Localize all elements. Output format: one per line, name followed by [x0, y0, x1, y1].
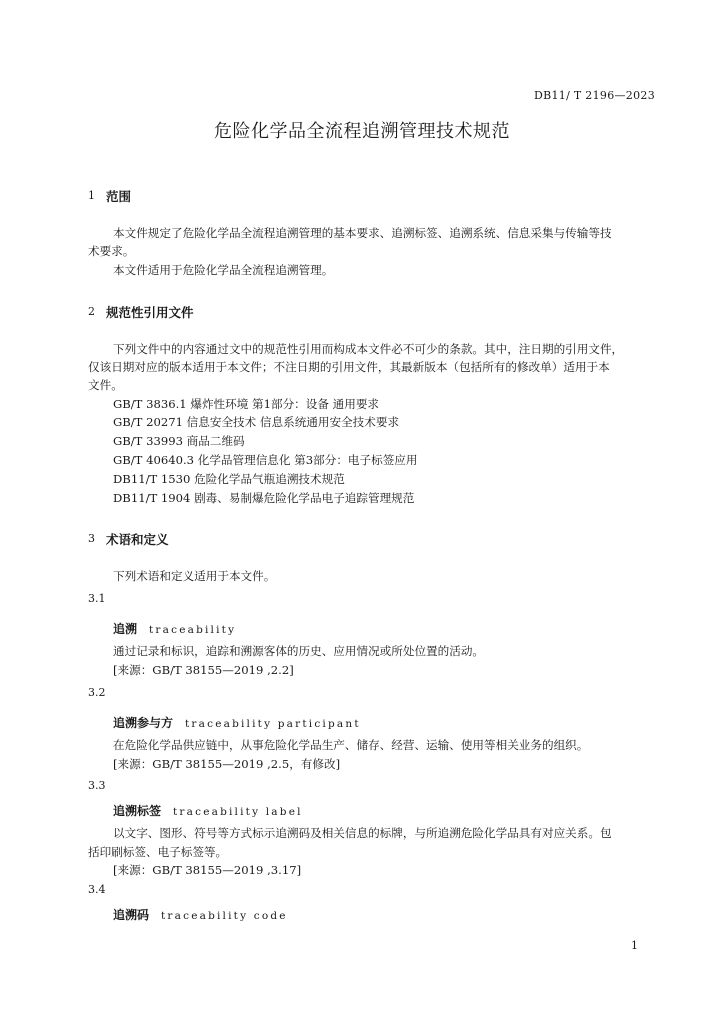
term-chinese: 追溯标签	[113, 804, 162, 818]
term-heading	[113, 714, 361, 731]
term-chinese: 追溯	[113, 622, 138, 636]
term-definition-line-2: 括印刷标签、电子标签等。	[88, 845, 228, 859]
reference-item: GB/T 33993 商品二维码	[113, 434, 245, 448]
term-english: traceability participant	[185, 718, 361, 730]
section-3-intro: 下列术语和定义适用于本文件。	[113, 569, 276, 583]
reference-item: GB/T 3836.1 爆炸性环境 第1部分：设备 通用要求	[113, 397, 380, 411]
section-3-title: 术语和定义	[106, 532, 169, 547]
reference-item: GB/T 20271 信息安全技术 信息系统通用安全技术要求	[113, 415, 400, 429]
term-number: 3.1	[88, 592, 106, 605]
term-source: [来源：GB/T 38155—2019 ,2.5，有修改]	[113, 757, 341, 771]
section-1-title: 范围	[106, 189, 132, 204]
section-3-number: 3	[88, 532, 95, 545]
reference-item: DB11/T 1530 危险化学品气瓶追溯技术规范	[113, 472, 345, 486]
term-definition: 通过记录和标识，追踪和溯源客体的历史、应用情况或所处位置的活动。	[113, 644, 485, 658]
term-source: [来源：GB/T 38155—2019 ,2.2]	[113, 663, 294, 677]
section-1-para-1-line-2: 术要求。	[88, 244, 135, 258]
term-english: traceability	[149, 624, 237, 636]
term-heading	[113, 620, 236, 637]
document-title: 危险化学品全流程追溯管理技术规范	[214, 121, 510, 142]
term-source: [来源：GB/T 38155—2019 ,3.17]	[113, 863, 302, 877]
document-code: DB11/ T 2196—2023	[533, 89, 655, 102]
section-2-number: 2	[88, 305, 95, 318]
term-heading	[113, 802, 303, 819]
term-english: traceability label	[173, 806, 303, 818]
term-english: traceability code	[161, 910, 288, 922]
term-number: 3.3	[88, 779, 106, 792]
section-2-para-1-line-3: 文件。	[88, 378, 123, 392]
reference-item: GB/T 40640.3 化学品管理信息化 第3部分：电子标签应用	[113, 453, 418, 467]
section-2-para-1-line-2: 仅该日期对应的版本适用于本文件；不注日期的引用文件，其最新版本（包括所有的修改单）适用于本	[88, 360, 610, 374]
section-1-para-1-line-1: 本文件规定了危险化学品全流程追溯管理的基本要求、追溯标签、追溯系统、信息采集与传输等技	[113, 226, 612, 240]
term-definition-line-1: 以文字、图形、符号等方式标示追溯码及相关信息的标牌，与所追溯危险化学品具有对应关系。包	[113, 826, 612, 840]
term-definition: 在危险化学品供应链中，从事危险化学品生产、储存、经营、运输、使用等相关业务的组织。	[113, 738, 589, 752]
section-1-number: 1	[88, 189, 95, 202]
reference-item: DB11/T 1904 剧毒、易制爆危险化学品电子追踪管理规范	[113, 491, 415, 505]
term-chinese: 追溯码	[113, 908, 150, 922]
page-number: 1	[631, 939, 638, 952]
section-1-para-2: 本文件适用于危险化学品全流程追溯管理。	[113, 263, 334, 277]
term-number: 3.2	[88, 686, 106, 699]
section-2-title: 规范性引用文件	[106, 305, 194, 320]
term-heading	[113, 906, 288, 923]
section-2-para-1-line-1: 下列文件中的内容通过文中的规范性引用而构成本文件必不可少的条款。其中，注日期的引用文件，	[113, 342, 624, 356]
term-chinese: 追溯参与方	[113, 716, 174, 730]
term-number: 3.4	[88, 883, 106, 896]
